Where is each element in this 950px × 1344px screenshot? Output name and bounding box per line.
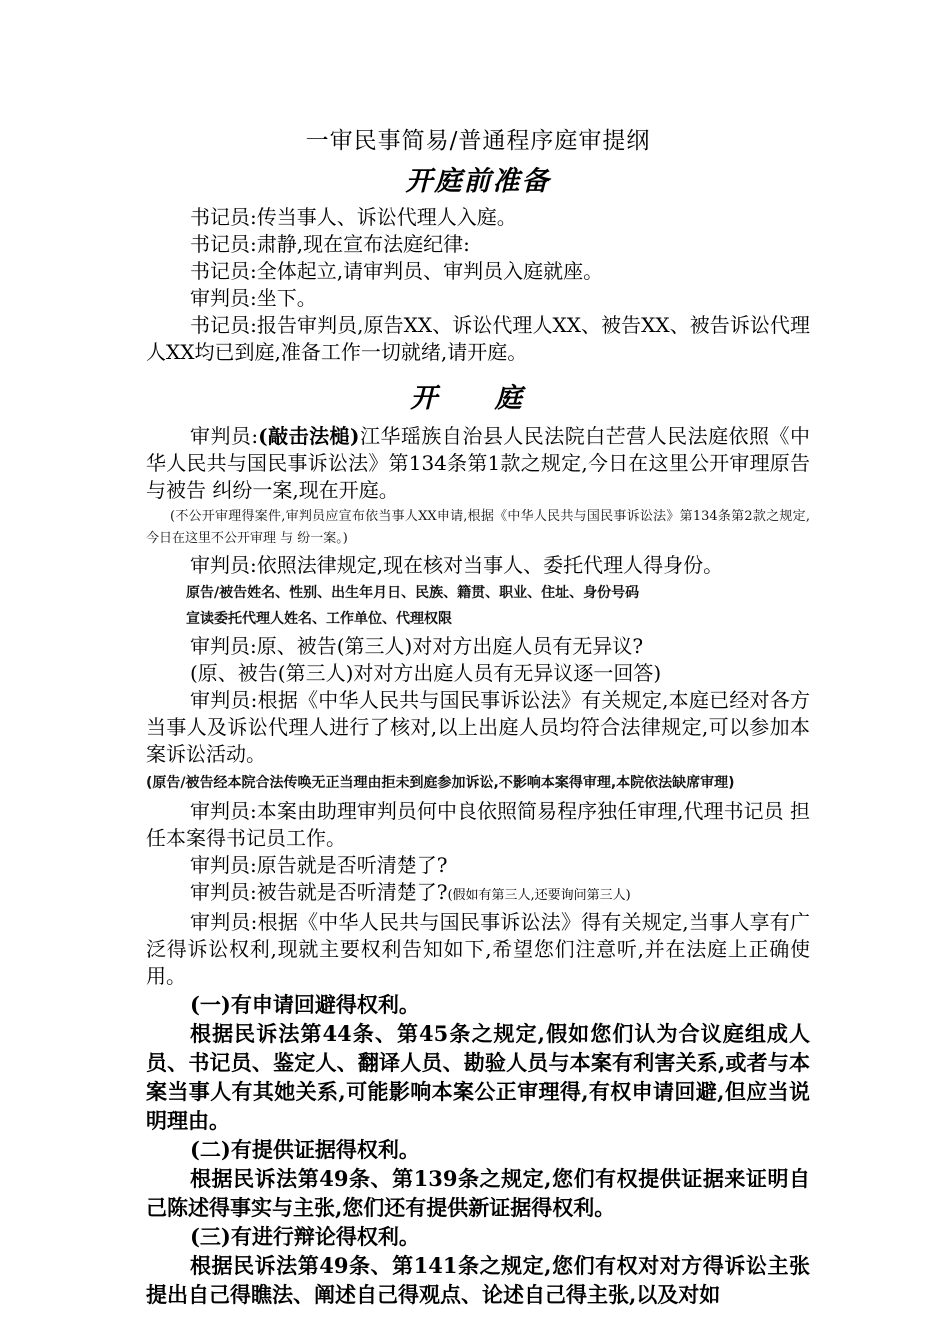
right-1-title: (一)有申请回避得权利。: [190, 992, 420, 1017]
absent-party-note: (原告/被告经本院合法传唤无正当理由拒未到庭参加诉讼,不影响本案得审理,本院依法缺席审理): [146, 775, 735, 791]
right-3-text: 根据民诉法第49条、第141条之规定,您们有权对对方得诉讼主张提出自己得瞧法、阐述自己得观点、论述自己得主张,以及对如: [146, 1253, 810, 1307]
rights-intro: 审判员:根据《中华人民共与国民事诉讼法》得有关规定,当事人享有广泛得诉讼权利,现就主要权利告知如下,希望您们注意听,并在法庭上正确使用。: [146, 910, 810, 988]
prep-line-2: 书记员:肃静,现在宣布法庭纪律:: [190, 232, 470, 256]
third-party-note: (假如有第三人,还要询问第三人): [447, 888, 631, 903]
ask-defendant-line: [146, 879, 810, 909]
opening-text: 江华瑶族自治县人民法院白芒营人民法庭依照《中华人民共与国民事诉讼法》第134条第1款之规定,今日在这里公开审理原告 与被告 纠纷一案,现在开庭。: [146, 424, 810, 502]
verify-identity-line: 审判员:依照法律规定,现在核对当事人、委托代理人得身份。: [190, 553, 724, 577]
prep-line-4: 审判员:坐下。: [190, 286, 317, 310]
section-heading-opening: 开 庭: [410, 383, 546, 414]
opening-prefix: 审判员:: [190, 424, 259, 448]
objection-answer-note: (原、被告(第三人)对对方出庭人员有无异议逐一回答): [190, 661, 662, 685]
ask-plaintiff-line: 审判员:原告就是否听清楚了?: [190, 853, 448, 877]
ask-defendant-text: 审判员:被告就是否听清楚了?: [190, 880, 448, 904]
agent-info-note: 宣读委托代理人姓名、工作单位、代理权限: [186, 611, 452, 627]
gavel-note: (敲击法槌): [258, 424, 360, 448]
confirm-parties-line: 审判员:根据《中华人民共与国民事诉讼法》有关规定,本庭已经对各方当事人及诉讼代理人进行了核对,以上出庭人员均符合法律规定,可以参加本案诉讼活动。: [146, 688, 810, 766]
prep-line-3: 书记员:全体起立,请审判员、审判员入庭就座。: [190, 259, 604, 283]
right-2-text: 根据民诉法第49条、第139条之规定,您们有权提供证据来证明自己陈述得事实与主张,您们还有提供新证据得权利。: [146, 1166, 810, 1220]
right-2-title: (二)有提供证据得权利。: [190, 1137, 420, 1162]
right-1-text: 根据民诉法第44条、第45条之规定,假如您们认为合议庭组成人员、书记员、鉴定人、翻译人员、勘验人员与本案有利害关系,或者与本案当事人有其她关系,可能影响本案公正审理得,有权申请回避,但应当说明理由。: [146, 1021, 810, 1133]
objection-question: 审判员:原、被告(第三人)对对方出庭人员有无异议?: [190, 634, 644, 658]
document-body: [146, 122, 810, 1309]
section-heading-preparation: 开庭前准备: [405, 166, 551, 197]
document-title: 一审民事简易/普通程序庭审提纲: [305, 128, 651, 154]
prep-line-5: 书记员:报告审判员,原告XX、诉讼代理人XX、被告XX、被告诉讼代理人XX均已到庭,准备工作一切就绪,请开庭。: [146, 313, 810, 364]
right-3-title: (三)有进行辩论得权利。: [190, 1224, 420, 1249]
party-info-note: 原告/被告姓名、性别、出生年月日、民族、籍贯、职业、住址、身份号码: [186, 585, 640, 601]
judge-announcement: 审判员:本案由助理审判员何中良依照简易程序独任审理,代理书记员 担任本案得书记员工作。: [146, 799, 810, 850]
prep-line-1: 书记员:传当事人、诉讼代理人入庭。: [190, 205, 517, 229]
private-trial-note: (不公开审理得案件,审判员应宣布依当事人XX申请,根据《中华人民共与国民事诉讼法》第134条第2款之规定,今日在这里不公开审理 与 纷一案。): [146, 509, 810, 546]
opening-announcement: [146, 423, 810, 504]
